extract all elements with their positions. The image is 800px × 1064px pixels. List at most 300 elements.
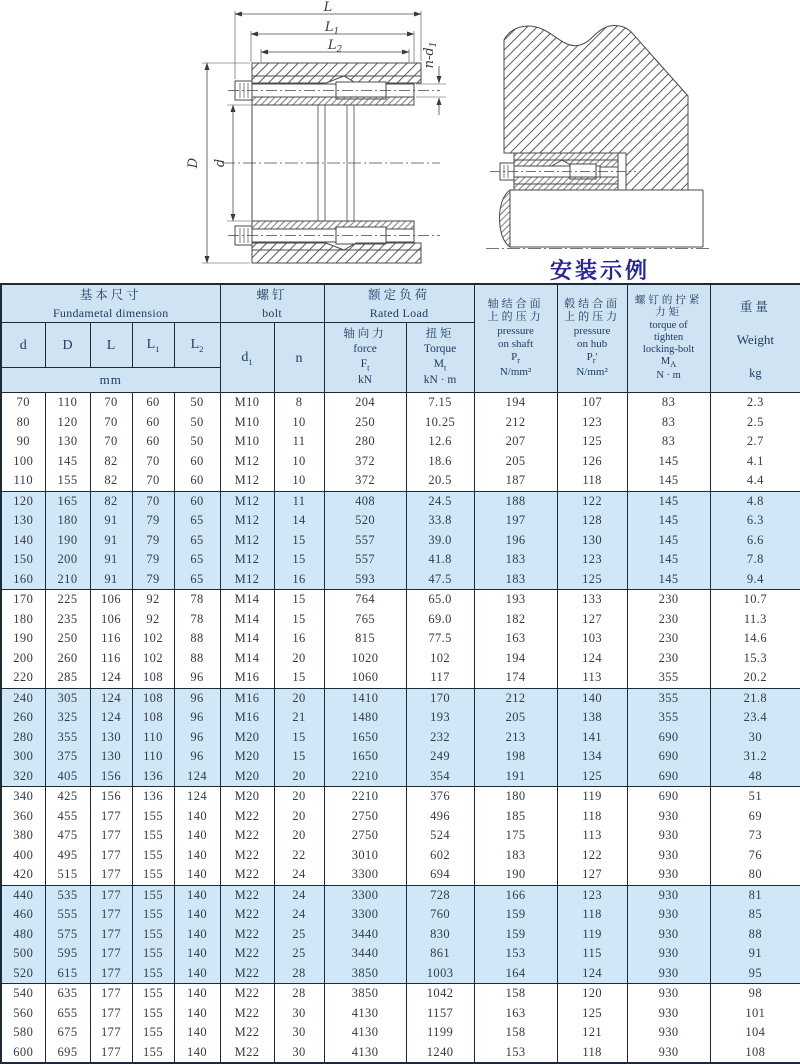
cell: 119 (557, 925, 627, 945)
cell: 930 (627, 944, 710, 964)
cell: 285 (45, 668, 90, 688)
cell: 155 (132, 826, 174, 846)
cell: 96 (174, 668, 220, 688)
cell: 593 (324, 570, 406, 590)
cell: 28 (274, 984, 324, 1004)
cell: 145 (627, 452, 710, 472)
cell: 260 (1, 708, 45, 728)
cell: 376 (406, 787, 474, 807)
cell: 3300 (324, 905, 406, 925)
cell: 520 (324, 511, 406, 531)
cell: 70 (132, 452, 174, 472)
spec-table-body (1, 393, 800, 1064)
cell: 930 (627, 826, 710, 846)
cell: 110 (1, 471, 45, 491)
cell: 260 (45, 649, 90, 669)
cell: 155 (132, 846, 174, 866)
cell: 70 (90, 413, 132, 433)
cell: 177 (90, 925, 132, 945)
cell: 91 (90, 550, 132, 570)
cell: 249 (406, 747, 474, 767)
cell: 360 (1, 807, 45, 827)
cell: M12 (220, 511, 274, 531)
cell: 116 (90, 649, 132, 669)
cell: 163 (474, 629, 557, 649)
cell: 145 (627, 531, 710, 551)
cell: 163 (474, 1004, 557, 1024)
cell: 205 (474, 452, 557, 472)
cell: 155 (132, 905, 174, 925)
cell: 140 (174, 885, 220, 905)
cell: 555 (45, 905, 90, 925)
cell: 14.6 (710, 629, 800, 649)
cell: 136 (132, 767, 174, 787)
cell: M22 (220, 807, 274, 827)
cell: 140 (174, 905, 220, 925)
cell: 155 (132, 944, 174, 964)
cell: 480 (1, 925, 45, 945)
cell: 82 (90, 491, 132, 511)
cell: 50 (174, 432, 220, 452)
cell: 140 (174, 846, 220, 866)
cell: 140 (174, 1043, 220, 1064)
cell: 500 (1, 944, 45, 964)
cell: 375 (45, 747, 90, 767)
cell: 3440 (324, 925, 406, 945)
cell: 33.8 (406, 511, 474, 531)
cell: 155 (132, 865, 174, 885)
cell: 60 (174, 471, 220, 491)
cell: 3010 (324, 846, 406, 866)
installation-example-caption: 安装示例 (549, 258, 651, 283)
cell: 70 (1, 393, 45, 413)
cell: 88 (710, 925, 800, 945)
table-row (1, 807, 800, 827)
cell: 118 (557, 807, 627, 827)
cell: M12 (220, 452, 274, 472)
cell: 177 (90, 826, 132, 846)
cell: 240 (1, 688, 45, 708)
cell: 557 (324, 531, 406, 551)
cell: 230 (627, 610, 710, 630)
cell: 690 (627, 787, 710, 807)
cell: 9.4 (710, 570, 800, 590)
dim-label-L1: $L_1$ (324, 20, 340, 37)
cell: 455 (45, 807, 90, 827)
cell: 1650 (324, 747, 406, 767)
cell: 187 (474, 471, 557, 491)
cell: 695 (45, 1043, 90, 1064)
cell: 24 (274, 905, 324, 925)
cell: 159 (474, 905, 557, 925)
cell: M22 (220, 944, 274, 964)
cell: 595 (45, 944, 90, 964)
cell: 4.4 (710, 471, 800, 491)
cell: M14 (220, 610, 274, 630)
cell: 108 (710, 1043, 800, 1064)
table-row (1, 944, 800, 964)
cell: 47.5 (406, 570, 474, 590)
cell: 600 (1, 1043, 45, 1064)
cell: 177 (90, 1004, 132, 1024)
cell: 177 (90, 944, 132, 964)
cell: 15 (274, 728, 324, 748)
cell: 515 (45, 865, 90, 885)
table-row (1, 984, 800, 1004)
cell: 124 (90, 688, 132, 708)
assembly-section-drawing (0, 0, 470, 283)
col-L: L (90, 323, 132, 368)
cell: 250 (45, 629, 90, 649)
table-row (1, 826, 800, 846)
header-pressure-on-hub: 毂结合面 上的压力 pressure on hub $P_r'$ N/mm² (557, 284, 627, 393)
cell: 96 (174, 688, 220, 708)
cell: 145 (627, 550, 710, 570)
cell: 180 (1, 610, 45, 630)
cell: 183 (474, 550, 557, 570)
cell: 7.8 (710, 550, 800, 570)
cell: 124 (90, 708, 132, 728)
cell: 2750 (324, 807, 406, 827)
table-row (1, 511, 800, 531)
cell: 108 (132, 668, 174, 688)
cell: 24.5 (406, 491, 474, 511)
cell: 31.2 (710, 747, 800, 767)
cell: 460 (1, 905, 45, 925)
cell: 11 (274, 491, 324, 511)
cell: 165 (45, 491, 90, 511)
cell: 930 (627, 807, 710, 827)
cell: 15 (274, 531, 324, 551)
col-L1: $L_1$ (132, 323, 174, 368)
cell: 1410 (324, 688, 406, 708)
cell: 130 (90, 747, 132, 767)
cell: 80 (710, 865, 800, 885)
table-row (1, 649, 800, 669)
cell: 194 (474, 649, 557, 669)
cell: 128 (557, 511, 627, 531)
cell: 930 (627, 905, 710, 925)
cell: 22 (274, 846, 324, 866)
cell: 96 (174, 747, 220, 767)
header-weight: 重量 Weight kg (710, 284, 800, 393)
cell: 51 (710, 787, 800, 807)
cell: 91 (90, 570, 132, 590)
cell: 30 (274, 1023, 324, 1043)
cell: 1020 (324, 649, 406, 669)
cell: 325 (45, 708, 90, 728)
cell: M12 (220, 550, 274, 570)
cell: 212 (474, 688, 557, 708)
table-row (1, 570, 800, 590)
col-d: d (1, 323, 45, 368)
cell: M14 (220, 629, 274, 649)
cell: 69 (710, 807, 800, 827)
cell: 280 (324, 432, 406, 452)
dim-label-d: d (213, 158, 228, 168)
unit-mm: mm (1, 368, 220, 393)
cell: 83 (627, 393, 710, 413)
cell: 3300 (324, 885, 406, 905)
cell: 123 (557, 413, 627, 433)
cell: 177 (90, 905, 132, 925)
cell: 4130 (324, 1043, 406, 1064)
cell: 91 (90, 511, 132, 531)
cell: 123 (557, 885, 627, 905)
cell: M22 (220, 826, 274, 846)
cell: 102 (132, 649, 174, 669)
cell: 602 (406, 846, 474, 866)
cell: 107 (557, 393, 627, 413)
cell: 930 (627, 865, 710, 885)
cell: 20 (274, 787, 324, 807)
cell: 675 (45, 1023, 90, 1043)
cell: 575 (45, 925, 90, 945)
cell: 198 (474, 747, 557, 767)
cell: 230 (627, 590, 710, 610)
cell: 30 (274, 1043, 324, 1064)
cell: 158 (474, 984, 557, 1004)
cell: 580 (1, 1023, 45, 1043)
cell: 10 (274, 452, 324, 472)
cell: 177 (90, 885, 132, 905)
cell: 930 (627, 1043, 710, 1064)
cell: 130 (557, 531, 627, 551)
cell: 76 (710, 846, 800, 866)
cell: 130 (45, 432, 90, 452)
cell: 193 (406, 708, 474, 728)
cell: 180 (474, 787, 557, 807)
cell: 205 (474, 708, 557, 728)
cell: M20 (220, 787, 274, 807)
col-n: n (274, 323, 324, 393)
cell: 408 (324, 491, 406, 511)
cell: 6.3 (710, 511, 800, 531)
cell: M14 (220, 590, 274, 610)
cell: 320 (1, 767, 45, 787)
cell: 50 (174, 393, 220, 413)
cell: 16 (274, 629, 324, 649)
cell: 182 (474, 610, 557, 630)
cell: 70 (90, 432, 132, 452)
cell: 60 (174, 452, 220, 472)
cell: 140 (174, 1004, 220, 1024)
cell: 123 (557, 550, 627, 570)
cell: 4130 (324, 1023, 406, 1043)
cell: 420 (1, 865, 45, 885)
cell: 225 (45, 590, 90, 610)
table-row (1, 668, 800, 688)
cell: 106 (90, 590, 132, 610)
cell: 690 (627, 728, 710, 748)
cell: 1650 (324, 728, 406, 748)
table-row (1, 767, 800, 787)
cell: 6.6 (710, 531, 800, 551)
cell: M16 (220, 688, 274, 708)
header-rated-load: 额定负荷 Rated Load (324, 284, 474, 323)
col-L2: $L_2$ (174, 323, 220, 368)
cell: 830 (406, 925, 474, 945)
cell: 23.4 (710, 708, 800, 728)
table-row (1, 1004, 800, 1024)
dim-label-n-d1: $n-d_1$ (422, 41, 439, 69)
cell: 150 (1, 550, 45, 570)
cell: 119 (557, 787, 627, 807)
cell: 77.5 (406, 629, 474, 649)
cell: 156 (90, 767, 132, 787)
cell: 70 (132, 471, 174, 491)
col-axial-force: 轴向力 force $F_t$ kN (324, 323, 406, 393)
cell: 300 (1, 747, 45, 767)
cell: 354 (406, 767, 474, 787)
cell: 141 (557, 728, 627, 748)
cell: 690 (627, 747, 710, 767)
cell: 177 (90, 964, 132, 984)
cell: 2.3 (710, 393, 800, 413)
cell: 155 (132, 1043, 174, 1064)
cell: 10.7 (710, 590, 800, 610)
cell: 930 (627, 885, 710, 905)
cell: M20 (220, 767, 274, 787)
cell: 83 (627, 413, 710, 433)
cell: 140 (1, 531, 45, 551)
table-row (1, 452, 800, 472)
dim-label-L2: $L_2$ (327, 38, 343, 55)
cell: 145 (627, 570, 710, 590)
cell: 930 (627, 1004, 710, 1024)
cell: 21 (274, 708, 324, 728)
cell: 140 (174, 807, 220, 827)
cell: 635 (45, 984, 90, 1004)
cell: 3850 (324, 964, 406, 984)
cell: 15 (274, 668, 324, 688)
cell: 120 (45, 413, 90, 433)
cell: 125 (557, 570, 627, 590)
cell: 124 (90, 668, 132, 688)
cell: 108 (132, 708, 174, 728)
table-row (1, 491, 800, 511)
cell: 69.0 (406, 610, 474, 630)
cell: 20 (274, 807, 324, 827)
cell: 183 (474, 570, 557, 590)
col-torque: 扭矩 Torque $M_t$ kN · m (406, 323, 474, 393)
cell: 220 (1, 668, 45, 688)
dim-label-L: L (323, 0, 333, 15)
cell: 78 (174, 590, 220, 610)
cell: 140 (174, 1023, 220, 1043)
cell: 20.2 (710, 668, 800, 688)
cell: 10.25 (406, 413, 474, 433)
cell: 115 (557, 944, 627, 964)
cell: 3850 (324, 984, 406, 1004)
header-tightening-torque: 螺钉的拧紧 力矩 torque of tighten locking-bolt $M_A$ N · m (627, 284, 710, 393)
table-row (1, 610, 800, 630)
cell: 1199 (406, 1023, 474, 1043)
cell: 177 (90, 1043, 132, 1064)
cell: 25 (274, 944, 324, 964)
cell: 177 (90, 984, 132, 1004)
cell: 200 (1, 649, 45, 669)
cell: 110 (132, 747, 174, 767)
cell: 116 (90, 629, 132, 649)
cell: M20 (220, 728, 274, 748)
cell: 765 (324, 610, 406, 630)
cell: 88 (174, 649, 220, 669)
cell: M22 (220, 865, 274, 885)
cell: 210 (45, 570, 90, 590)
cell: 113 (557, 668, 627, 688)
cell: 355 (45, 728, 90, 748)
cell: 4.1 (710, 452, 800, 472)
cell: 90 (1, 432, 45, 452)
cell: 88 (174, 629, 220, 649)
cell: 193 (474, 590, 557, 610)
cell: 280 (1, 728, 45, 748)
cell: M22 (220, 964, 274, 984)
table-row (1, 728, 800, 748)
technical-drawings (0, 0, 800, 283)
cell: 10 (274, 471, 324, 491)
cell: 694 (406, 865, 474, 885)
cell: 20 (274, 826, 324, 846)
cell: 50 (174, 413, 220, 433)
cell: 380 (1, 826, 45, 846)
cell: 127 (557, 865, 627, 885)
col-D: D (45, 323, 90, 368)
cell: 190 (474, 865, 557, 885)
cell: 156 (90, 787, 132, 807)
cell: 79 (132, 511, 174, 531)
cell: 524 (406, 826, 474, 846)
table-row (1, 629, 800, 649)
cell: M10 (220, 432, 274, 452)
cell: 191 (474, 767, 557, 787)
cell: 15 (274, 610, 324, 630)
cell: 130 (1, 511, 45, 531)
cell: 496 (406, 807, 474, 827)
cell: 98 (710, 984, 800, 1004)
cell: 140 (174, 944, 220, 964)
cell: 91 (710, 944, 800, 964)
cell: 185 (474, 807, 557, 827)
cell: 405 (45, 767, 90, 787)
cell: 124 (557, 964, 627, 984)
cell: M10 (220, 393, 274, 413)
cell: 70 (90, 393, 132, 413)
cell: 230 (627, 649, 710, 669)
cell: 118 (557, 905, 627, 925)
cell: 82 (90, 471, 132, 491)
table-row (1, 471, 800, 491)
cell: 355 (627, 708, 710, 728)
cell: 60 (132, 413, 174, 433)
table-row (1, 550, 800, 570)
cell: M10 (220, 413, 274, 433)
cell: 158 (474, 1023, 557, 1043)
cell: 235 (45, 610, 90, 630)
cell: 118 (557, 1043, 627, 1064)
cell: 1157 (406, 1004, 474, 1024)
cell: 232 (406, 728, 474, 748)
cell: 24 (274, 865, 324, 885)
cell: 92 (132, 590, 174, 610)
cell: 495 (45, 846, 90, 866)
cell: M16 (220, 668, 274, 688)
cell: 91 (90, 531, 132, 551)
cell: 14 (274, 511, 324, 531)
cell: 121 (557, 1023, 627, 1043)
table-row (1, 846, 800, 866)
